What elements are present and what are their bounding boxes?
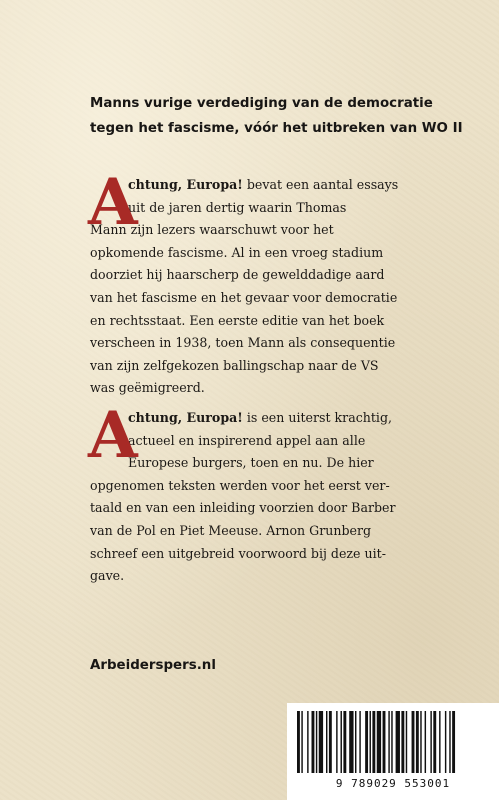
barcode-bar [359, 711, 360, 773]
barcode-bar [391, 711, 392, 773]
paragraph-line: Europese burgers, toen en nu. De hier [128, 455, 374, 471]
barcode-bar [416, 711, 419, 773]
paragraph-line: gave. [90, 568, 125, 584]
paragraph-line: doorziet hij haarscherp de gewelddadige aard [90, 267, 385, 283]
paragraph-line: van zijn zelfgekozen ballingschap naar de VS [90, 357, 379, 373]
barcode-bar [341, 711, 342, 773]
barcode-bar [307, 711, 308, 773]
drop-cap: A [88, 398, 138, 473]
barcode-bar [430, 711, 431, 773]
first-line-text: is een uiterst krachtig, [242, 410, 393, 425]
barcode-bar [449, 711, 450, 773]
paragraph-line: schreef een uitgebreid voorwoord bij deze uit- [90, 545, 386, 561]
barcode-bar [452, 711, 455, 773]
isbn-digits: 9 789029 553001 [335, 777, 451, 790]
paragraph-line: van het fascisme en het gevaar voor democratie [90, 289, 398, 305]
description-paragraph-2 [88, 398, 468, 588]
barcode-bar [433, 711, 436, 773]
paragraph-first-line [90, 407, 468, 430]
publisher-website: Arbeiderspers.nl [90, 658, 216, 673]
paragraph-line: en rechtsstaat. Een eerste editie van het boek [90, 312, 385, 328]
paragraph-line: was geëmigreerd. [90, 380, 205, 396]
barcode-bar [312, 711, 315, 773]
barcode-bar [412, 711, 415, 773]
barcode-bar [372, 711, 375, 773]
barcode-bar [301, 711, 302, 773]
paragraph-line: verscheen in 1938, toen Mann als consequentie [90, 335, 396, 351]
description-paragraph-1 [88, 165, 468, 400]
barcode-bar [297, 711, 300, 773]
paragraph-line: opkomende fascisme. Al in een vroeg stadium [90, 244, 384, 260]
barcode-bars [297, 711, 489, 775]
paragraph-line: taald en van een inleiding voorzien door Barber [90, 500, 396, 516]
paragraph-line: uit de jaren dertig waarin Thomas [128, 199, 347, 215]
barcode-bar [396, 711, 400, 773]
barcode-bar [388, 711, 389, 773]
barcode-bar [445, 711, 446, 773]
barcode-bar [336, 711, 337, 773]
intro-line: tegen het fascisme, vóór het uitbreken van WO II [90, 121, 463, 136]
barcode-bar [326, 711, 327, 773]
barcode-bar [370, 711, 371, 773]
paragraph-line: actueel en inspirerend appel aan alle [128, 432, 366, 448]
isbn-barcode [287, 703, 499, 800]
intro-blurb [90, 91, 480, 141]
barcode-bar [316, 711, 317, 773]
barcode-bar [349, 711, 353, 773]
paragraph-line: opgenomen teksten werden voor het eerst ver- [90, 477, 390, 493]
barcode-bar [365, 711, 368, 773]
barcode-bar [355, 711, 356, 773]
drop-cap: A [88, 165, 138, 240]
barcode-bar [406, 711, 407, 773]
barcode-bar [343, 711, 346, 773]
paragraph-first-line [90, 174, 468, 197]
barcode-bar [383, 711, 386, 773]
barcode-bar [329, 711, 332, 773]
barcode-bar [425, 711, 426, 773]
barcode-bar [319, 711, 323, 773]
book-title-inline: chtung, Europa! [128, 177, 243, 192]
paragraph-line: Mann zijn lezers waarschuwt voor het [90, 222, 334, 238]
barcode-bar [377, 711, 381, 773]
paragraph-line: van de Pol en Piet Meeuse. Arnon Grunberg [90, 522, 372, 538]
barcode-bar [439, 711, 440, 773]
book-title-inline: chtung, Europa! [128, 410, 243, 425]
barcode-bar [401, 711, 404, 773]
intro-line: Manns vurige verdediging van de democratie [90, 96, 433, 111]
barcode-bar [420, 711, 421, 773]
first-line-text: bevat een aantal essays [242, 177, 399, 192]
